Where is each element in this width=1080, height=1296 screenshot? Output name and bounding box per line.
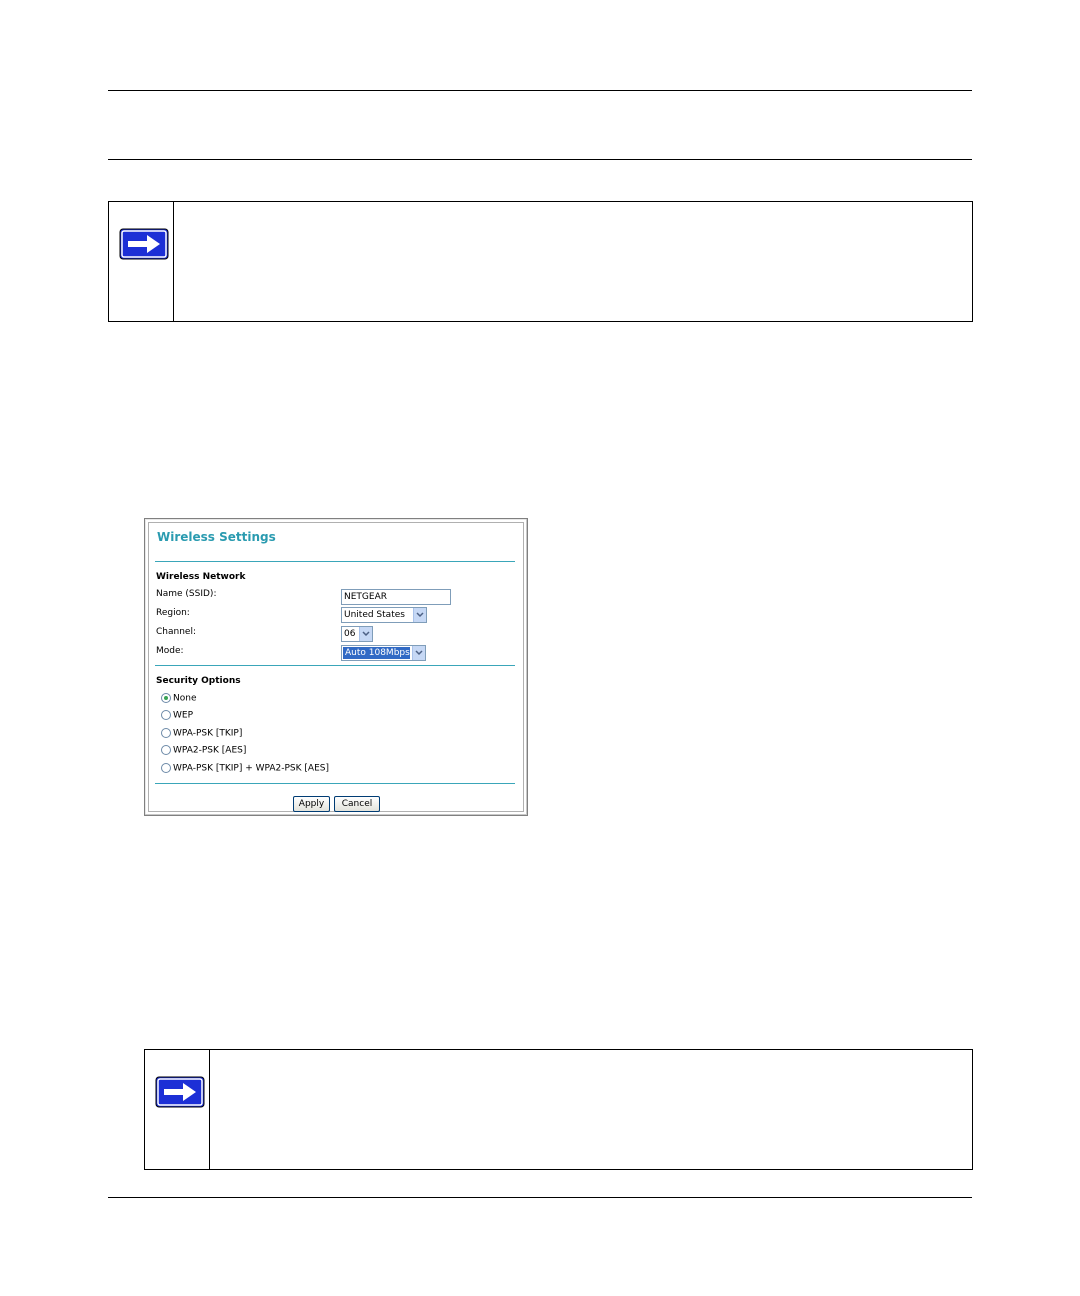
radio-button[interactable]: [161, 745, 171, 755]
security-option-wpa-psk[interactable]: [161, 728, 242, 739]
divider: [155, 665, 515, 666]
security-option-wep[interactable]: [161, 710, 193, 721]
region-select[interactable]: [341, 607, 427, 623]
radio-button[interactable]: [161, 763, 171, 773]
security-option-label: WPA-PSK [TKIP] + WPA2-PSK [AES]: [173, 763, 329, 774]
radio-button[interactable]: [161, 728, 171, 738]
cancel-button[interactable]: Cancel: [334, 796, 380, 812]
radio-button[interactable]: [161, 710, 171, 720]
chevron-down-icon: [412, 646, 425, 660]
channel-value: 06: [344, 629, 356, 639]
header-rule-top: [108, 90, 972, 91]
security-option-label: WPA-PSK [TKIP]: [173, 728, 243, 739]
divider: [155, 561, 515, 562]
security-option-wpa-mixed[interactable]: [161, 763, 329, 774]
right-arrow-icon: [119, 228, 169, 260]
radio-button-selected[interactable]: [161, 693, 171, 703]
mode-value: Auto 108Mbps: [345, 648, 410, 658]
apply-button[interactable]: Apply: [293, 796, 330, 812]
wireless-network-heading: Wireless Network: [156, 572, 246, 582]
region-value: United States: [344, 610, 405, 620]
chevron-down-icon: [359, 627, 372, 641]
security-option-none[interactable]: [161, 693, 196, 704]
region-label: Region:: [156, 608, 190, 618]
security-options-heading: Security Options: [156, 676, 241, 686]
ssid-label: Name (SSID):: [156, 589, 217, 599]
channel-select[interactable]: [341, 626, 373, 642]
security-option-label: None: [173, 693, 197, 704]
panel-frame: [148, 522, 524, 812]
note-box-top: [108, 201, 973, 322]
channel-label: Channel:: [156, 627, 196, 637]
note-icon-cell: [109, 202, 174, 321]
security-option-label: WEP: [173, 710, 194, 721]
chevron-down-icon: [413, 608, 426, 622]
right-arrow-icon: [155, 1076, 205, 1108]
wireless-settings-panel: [144, 518, 528, 816]
security-option-wpa2-psk[interactable]: [161, 745, 246, 756]
note-box-bottom: [144, 1049, 973, 1170]
mode-select[interactable]: [341, 645, 426, 661]
divider: [155, 783, 515, 784]
header-rule-bottom: [108, 159, 972, 160]
security-option-label: WPA2-PSK [AES]: [173, 745, 247, 756]
mode-label: Mode:: [156, 646, 184, 656]
note-icon-cell: [145, 1050, 210, 1169]
ssid-input[interactable]: NETGEAR: [341, 589, 451, 605]
footer-rule: [108, 1197, 972, 1198]
panel-title: Wireless Settings: [157, 530, 276, 544]
